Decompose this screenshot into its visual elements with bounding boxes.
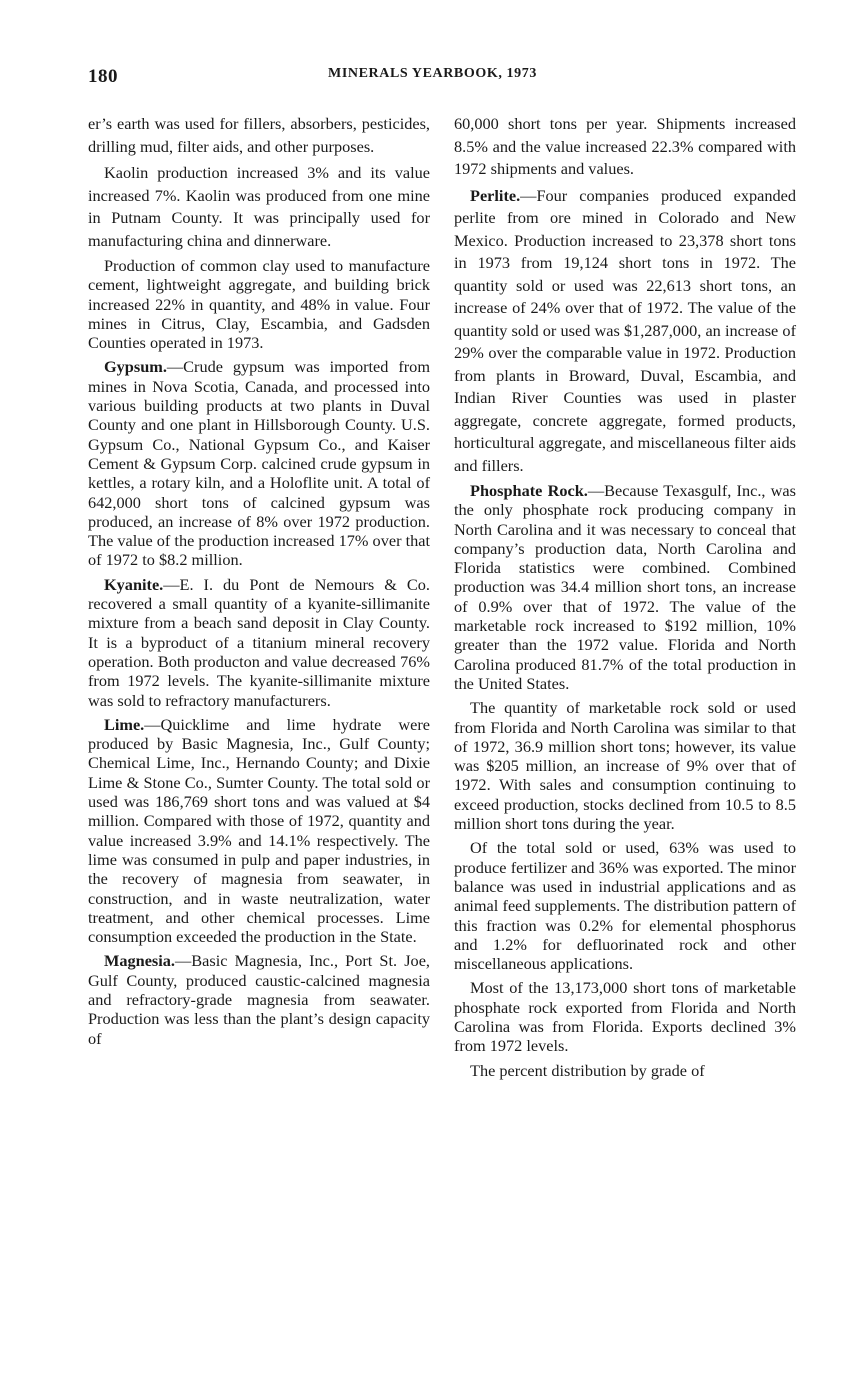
paragraph — [88, 162, 430, 252]
paragraph — [454, 978, 796, 1055]
section-heading: Kyanite. — [104, 574, 164, 594]
paragraph — [454, 698, 796, 833]
paragraph-text: Kaolin production increased 3% and its value increased 7%. Kaolin was produced from one mine in Putnam County. It was principally used for manufacturing china and dinnerware. — [88, 163, 430, 250]
section-heading: Phosphate Rock. — [470, 481, 588, 500]
paragraph — [88, 715, 430, 947]
paragraph-text: —Crude gypsum was imported from mines in Nova Scotia, Canada, and processed into various building products at two plants in Duval County and one plant in Hillsborough County. U.S. Gypsum Co., National Gypsum Co., and Kaiser Cement & Gypsum Corp. calcined crude gypsum in kettles, a rotary kiln, and a Holoflite unit. A total of 642,000 short tons of calcined gypsum was produced, an increase of 8% over 1972 production. The value of the production increased 17% over that of 1972 to $8.2 million. — [88, 357, 430, 570]
paragraph-text: The percent distribution by grade of — [470, 1060, 705, 1080]
paragraph — [454, 1061, 796, 1080]
paragraph — [454, 185, 796, 478]
paragraph — [454, 838, 796, 973]
paragraph-text: 60,000 short tons per year. Shipments increased 8.5% and the value increased 22.3% compared with 1972 shipments and values. — [454, 114, 796, 178]
paragraph-text: er’s earth was used for fillers, absorbers, pesticides, drilling mud, filter aids, and other purposes. — [88, 114, 430, 156]
paragraph — [454, 481, 796, 693]
paragraph — [88, 951, 430, 1047]
paragraph-text: Of the total sold or used, 63% was used to produce fertilizer and 36% was exported. The minor balance was used in industrial applications and as animal feed supplements. The distribution pattern of this fraction was 0.2% for elemental phosphorus and 1.2% for defluorinated rock and other miscellaneous applications. — [454, 838, 796, 974]
paragraph-text: —Quicklime and lime hydrate were produced by Basic Magnesia, Inc., Gulf County; Chemical Lime, Inc., Hernando County; and Dixie Lime & Stone Co., Sumter County. The total sold or used was 186,769 short tons and was valued at $4 million. Compared with those of 1972, quantity and value increased 3.9% and 14.1% respectively. The lime was consumed in pulp and paper industries, in the recovery of magnesia from seawater, in construction, and in waste neutralization, water treatment, and other chemical processes. Lime consumption exceeded the production in the State. — [88, 714, 430, 947]
page-number: 180 — [88, 66, 118, 87]
section-heading: Lime. — [104, 714, 145, 734]
paragraph-text: Most of the 13,173,000 short tons of marketable phosphate rock exported from Florida and North Carolina was from Florida. Exports declined 3% from 1972 levels. — [454, 978, 796, 1056]
paragraph — [88, 113, 430, 158]
left-column — [88, 113, 430, 1053]
paragraph — [454, 113, 796, 181]
paragraph-text: —E. I. du Pont de Nemours & Co. recovered a small quantity of a kyanite-sillimanite mixture from a beach sand deposit in Clay County. It is a byproduct of a titanium mineral recovery operation. Both producton and value decreased 76% from 1972 levels. The kyanite-sillimanite mixture was sold to refractory manufacturers. — [88, 574, 430, 710]
paragraph-text: Production of common clay used to manufacture cement, lightweight aggregate, and building brick increased 22% in quantity, and 48% in value. Four mines in Citrus, Clay, Escambia, and Gadsden Counties operated in 1973. — [88, 256, 430, 353]
running-head: MINERALS YEARBOOK, 1973 — [328, 66, 537, 81]
right-column — [454, 113, 796, 1085]
paragraph-text: —Because Texasgulf, Inc., was the only phosphate rock producing company in North Carolina and it was necessary to conceal that company’s production data, North Carolina and Florida statistics were combined. Combined production was 34.4 million short tons, an increase of 0.9% over that of 1972. The value of the marketable rock increased to $192 million, 10% greater than the 1972 value. Florida and North Carolina produced 81.7% of the total production in the United States. — [454, 481, 796, 693]
paragraph-text: The quantity of marketable rock sold or used from Florida and North Carolina was similar to that of 1972, 36.9 million short tons; however, its value was $205 million, an increase of 9% over that of 1972. With sales and consumption continuing to exceed production, stocks declined from 10.5 to 8.5 million short tons during the year. — [454, 698, 796, 834]
paragraph-text: —Basic Magnesia, Inc., Port St. Joe, Gulf County, produced caustic-calcined magnesia and refractory-grade magnesia from seawater. Production was less than the plant’s design capacity of — [88, 951, 430, 1048]
paragraph-text: —Four companies produced expanded perlite from ore mined in Colorado and New Mexico. Production increased to 23,378 short tons in 1973 from 19,124 short tons in 1972. The quantity sold or used was 22,613 short tons, an increase of 24% over that of 1972. The value of the quantity sold or used was $1,287,000, an increase of 29% over the comparable value in 1972. Production from plants in Broward, Duval, Escambia, and Indian River Counties was used in plaster aggregate, concrete aggregate, formed products, horticultural aggregate, and miscellaneous filter aids and fillers. — [454, 185, 796, 475]
paragraph — [88, 357, 430, 569]
section-heading: Perlite. — [470, 185, 521, 205]
paragraph — [88, 256, 430, 352]
section-heading: Magnesia. — [104, 951, 175, 971]
paragraph — [88, 575, 430, 710]
section-heading: Gypsum. — [104, 357, 167, 377]
